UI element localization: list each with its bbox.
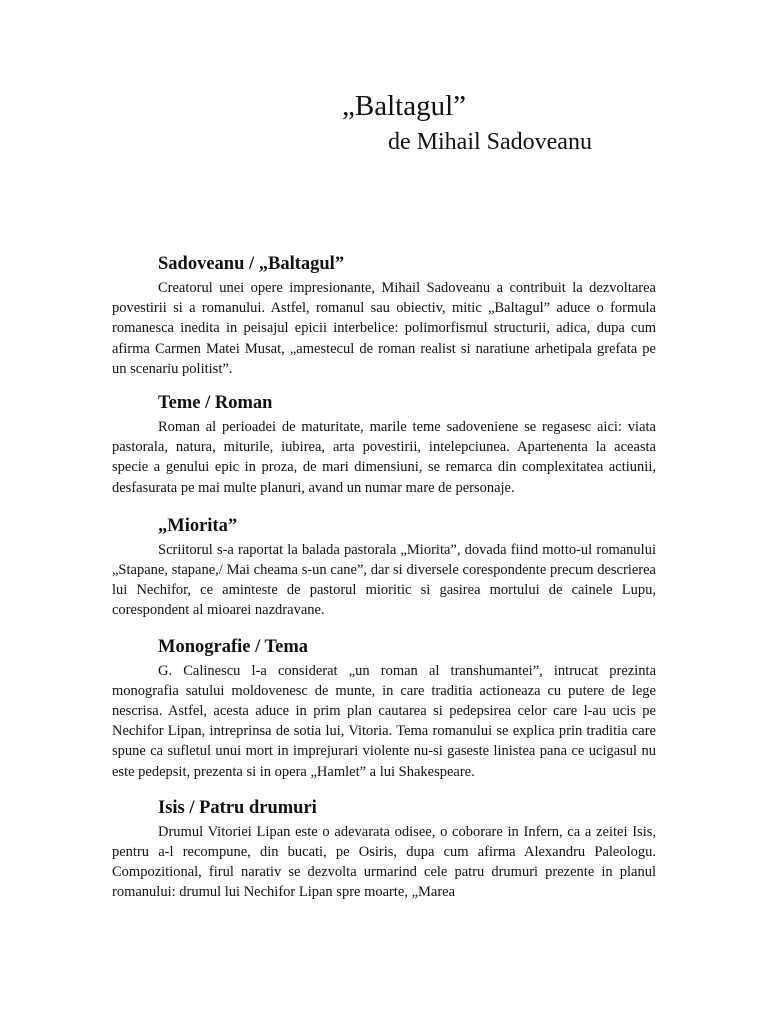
section-heading: „Miorita” — [158, 515, 238, 536]
section-heading: Sadoveanu / „Baltagul” — [158, 254, 345, 274]
section-heading: Monografie / Tema — [158, 636, 309, 657]
document-title: „Baltagul” — [342, 90, 467, 122]
section-heading: Isis / Patru drumuri — [158, 797, 317, 818]
document-body — [112, 250, 656, 903]
section-heading: Teme / Roman — [158, 393, 273, 414]
section-paragraph: Roman al perioadei de maturitate, marile teme sadoveniene se regasesc aici: viata pastorala, natura, miturile, iubirea, arta povestirii, intelepciunea. Apartenenta la aceasta specie a genului epic in proza, de mari dimensiuni, se remarca din complexitatea actiunii, desfasurata pe mai multe planuri, avand un numar mare de personaje. — [112, 419, 656, 496]
section-sadoveanu-baltagul — [112, 250, 656, 379]
section-paragraph: Creatorul unei opere impresionante, Mihail Sadoveanu a contribuit la dezvoltarea povestirii si a romanului. Astfel, romanul sau obiectiv, mitic „Baltagul” aduce o formula romanesca inedita in peisajul epicii interbelice: polimorfismul structurii, adica, dupa cum afirma Carmen Matei Musat, „amestecul de roman realist si naratiune arhetipala grefata pe un scenariu politist”. — [112, 280, 656, 377]
section-paragraph: G. Calinescu l-a considerat „un roman al transhumantei”, intrucat prezinta monografia satului moldovenesc de munte, in care traditia actioneaza cu putere de lege nescrisa. Astfel, acesta aduce in prim plan cautarea si pedepsirea celor care l-au ucis pe Nechifor Lipan, intreprinsa de sotia lui, Vitoria. Tema romanului se explica prin traditia care spune ca sufletul unui mort in imprejurari violente nu-si gaseste linistea pana ce ucigasul nu este pedepsit, prezenta si in opera „Hamlet” a lui Shakespeare. — [112, 662, 656, 780]
document-subtitle: de Mihail Sadoveanu — [388, 129, 592, 155]
section-miorita — [112, 512, 656, 621]
section-isis-patru-drumuri — [112, 794, 656, 903]
section-teme-roman — [112, 389, 656, 498]
section-monografie-tema — [112, 633, 656, 782]
section-paragraph: Drumul Vitoriei Lipan este o adevarata odisee, o coborare in Infern, ca a zeitei Isis, pentru a-l recompune, din bucati, pe Osiris, dupa cum afirma Alexandru Paleologu. Compozitional, firul narativ se dezvolta urmarind cele patru drumuri prezente in planul romanului: drumul lui Nechifor Lipan spre moarte, „Marea — [112, 823, 656, 901]
section-paragraph: Scriitorul s-a raportat la balada pastorala „Miorita”, dovada fiind motto-ul romanului „Stapane, stapane,/ Mai cheama s-un cane”, dar si diversele corespondente precum descrierea lui Nechifor, ce aminteste de pastorul mioritic si gasirea mortului de cainele Lupu, corespondent al mioarei nazdravane. — [112, 541, 656, 619]
